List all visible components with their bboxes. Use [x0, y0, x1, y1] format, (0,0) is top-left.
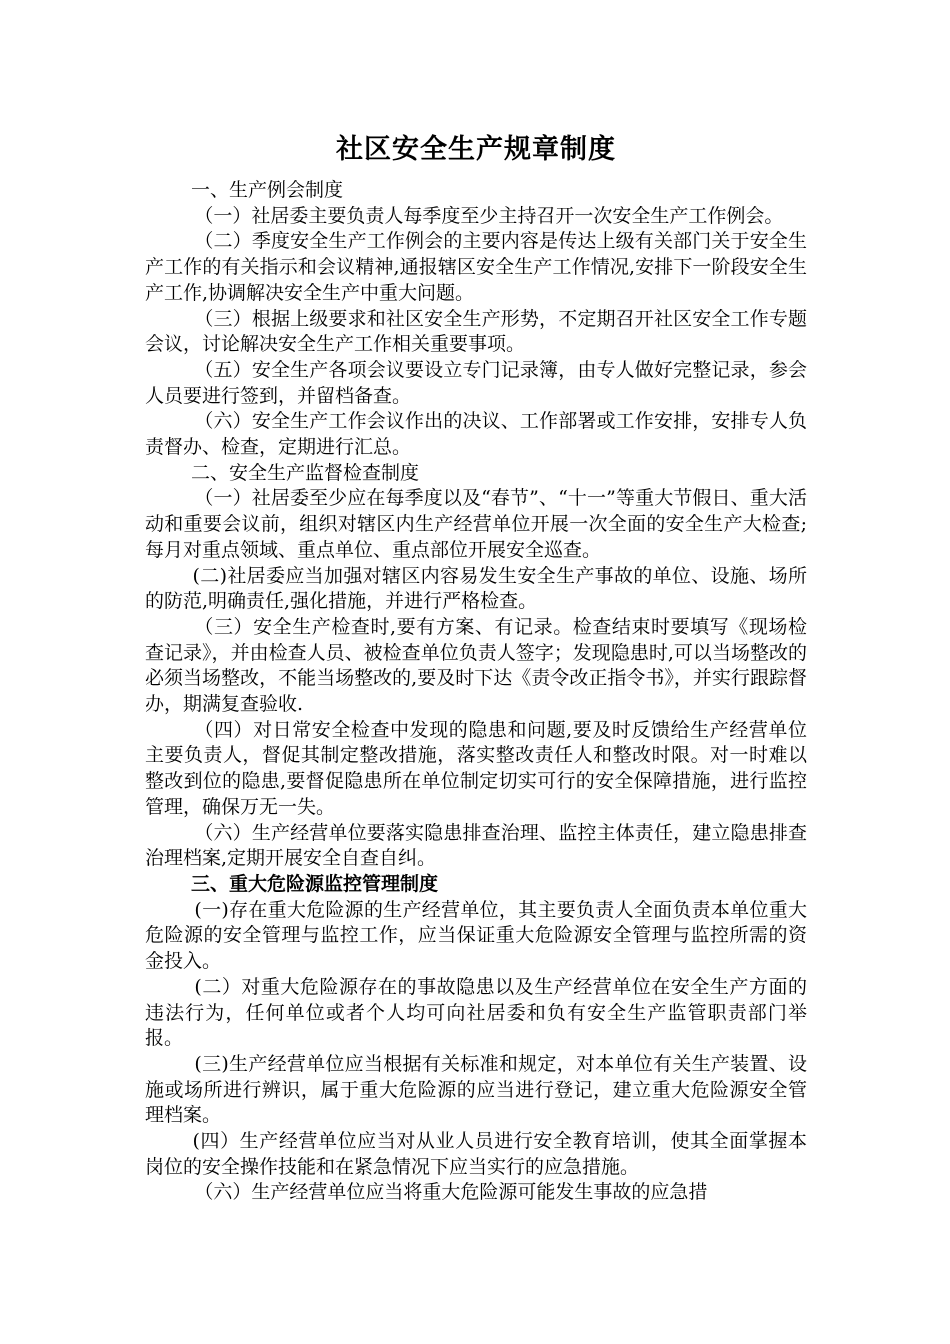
- section-production-meetings: [145, 178, 807, 461]
- section-heading: 三、重大危险源监控管理制度: [191, 872, 439, 895]
- paragraph: （四）对日常安全检查中发现的隐患和问题,要及时反馈给生产经营单位主要负责人，督促其制定整改措施，落实整改责任人和整改时限。对一时难以整改到位的隐患,要督促隐患所在单位制定切实可行的安全保障措施，进行监控管理，确保万无一失。: [145, 718, 807, 818]
- section-heading: 二、安全生产监督检查制度: [191, 461, 420, 484]
- paragraph: （五）安全生产各项会议要设立专门记录簿，由专人做好完整记录，参会人员要进行签到，并留档备查。: [145, 358, 807, 407]
- section-heading: 一、生产例会制度: [191, 179, 344, 201]
- document-body: [145, 178, 807, 1206]
- paragraph: (三)生产经营单位应当根据有关标准和规定，对本单位有关生产装置、设施或场所进行辨识，属于重大危险源的应当进行登记，建立重大危险源安全管理档案。: [145, 1052, 807, 1127]
- paragraph: （一）社居委至少应在每季度以及“春节”、“十一”等重大节假日、重大活动和重要会议前，组织对辖区内生产经营单位开展一次全面的安全生产大检查;每月对重点领域、重点单位、重点部位开展安全巡查。: [145, 487, 807, 561]
- paragraph: （三）安全生产检查时,要有方案、有记录。检查结束时要填写《现场检查记录》，并由检查人员、被检查单位负责人签字；发现隐患时,可以当场整改的必须当场整改，不能当场整改的,要及时下达《责令改正指令书》，并实行跟踪督办，期满复查验收.: [145, 615, 807, 716]
- paragraph: (一)存在重大危险源的生产经营单位，其主要负责人全面负责本单位重大危险源的安全管理与监控工作，应当保证重大危险源安全管理与监控所需的资金投入。: [145, 898, 807, 973]
- paragraph: （二）季度安全生产工作例会的主要内容是传达上级有关部门关于安全生产工作的有关指示和会议精神,通报辖区安全生产工作情况,安排下一阶段安全生产工作,协调解决安全生产中重大问题。: [145, 230, 807, 304]
- paragraph: （六）生产经营单位要落实隐患排查治理、监控主体责任，建立隐患排查治理档案,定期开展安全自查自纠。: [145, 821, 807, 870]
- section-major-hazard-monitoring: [145, 872, 807, 1206]
- document-page: [145, 130, 807, 1206]
- section-supervision-inspection: [145, 461, 807, 872]
- paragraph: (二）对重大危险源存在的事故隐患以及生产经营单位在安全生产方面的违法行为，任何单位或者个人均可向社居委和负有安全生产监管职责部门举报。: [145, 975, 807, 1050]
- page-title: 社区安全生产规章制度: [336, 134, 616, 165]
- paragraph: （六）安全生产工作会议作出的决议、工作部署或工作安排，安排专人负责督办、检查，定期进行汇总。: [145, 410, 807, 459]
- paragraph: （一）社居委主要负责人每季度至少主持召开一次安全生产工作例会。: [194, 204, 784, 227]
- paragraph: （六）生产经营单位应当将重大危险源可能发生事故的应急措: [194, 1181, 708, 1204]
- paragraph: (二)社居委应当加强对辖区内容易发生安全生产事故的单位、设施、场所的防范,明确责任,强化措施，并进行严格检查。: [145, 564, 807, 613]
- paragraph: （三）根据上级要求和社区安全生产形势，不定期召开社区安全工作专题会议，讨论解决安全生产工作相关重要事项。: [145, 307, 807, 356]
- paragraph: (四）生产经营单位应当对从业人员进行安全教育培训，使其全面掌握本岗位的安全操作技能和在紧急情况下应当实行的应急措施。: [145, 1130, 807, 1178]
